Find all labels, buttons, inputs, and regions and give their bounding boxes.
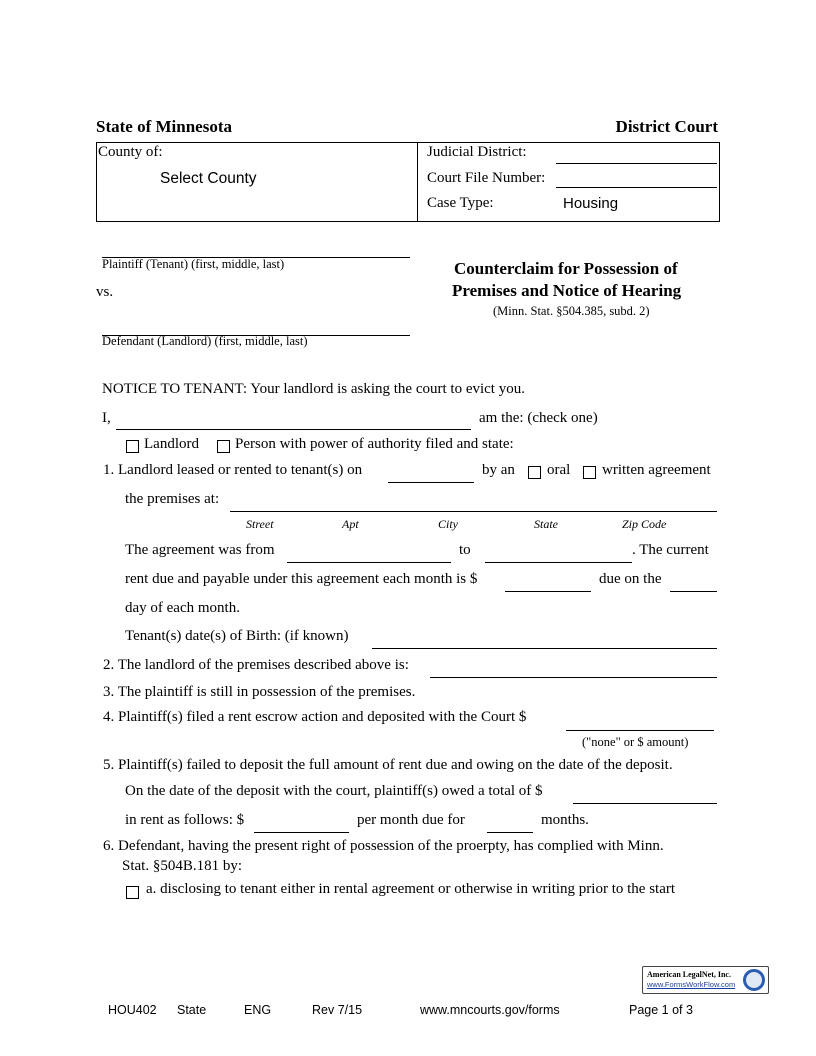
address-city-caption: City (438, 517, 458, 531)
months-count-field[interactable] (487, 813, 533, 833)
agreement-end-field[interactable] (485, 543, 632, 563)
item3-text: 3. The plaintiff is still in possession of the premises. (103, 684, 416, 700)
disclosure-checkbox[interactable] (126, 886, 139, 899)
due-on-label: due on the (599, 571, 662, 587)
county-label: County of: (98, 144, 163, 160)
footer-website[interactable]: www.mncourts.gov/forms (420, 1003, 560, 1017)
versus-label: vs. (96, 284, 114, 300)
case-box-divider (417, 142, 418, 222)
by-an-label: by an (482, 462, 515, 478)
premises-at-label: the premises at: (125, 491, 220, 507)
i-label: I, (102, 410, 111, 426)
footer-page-number: Page 1 of 3 (629, 1003, 693, 1017)
item5-text: 5. Plaintiff(s) failed to deposit the full amount of rent due and owing on the date of the deposit. (103, 757, 673, 773)
rent-per-month-field[interactable] (254, 813, 349, 833)
case-type-value: Housing (563, 195, 619, 212)
person-with-authority-label: Person with power of authority filed and state: (235, 436, 514, 452)
landlord-name-field[interactable] (430, 658, 717, 678)
court-heading: District Court (615, 117, 718, 136)
court-file-number-label: Court File Number: (427, 170, 546, 186)
current-label: . The current (632, 542, 709, 558)
landlord-option-label: Landlord (144, 436, 199, 452)
case-type-label: Case Type: (427, 195, 494, 211)
defendant-label: Defendant (Landlord) (first, middle, last) (102, 334, 308, 348)
footer-language: ENG (244, 1003, 272, 1017)
footer-jurisdiction: State (177, 1003, 207, 1017)
county-select[interactable]: Select County (160, 170, 257, 187)
item4-text: 4. Plaintiff(s) filed a rent escrow action and deposited with the Court $ (103, 709, 527, 725)
rent-due-label: rent due and payable under this agreement each month is $ (125, 571, 478, 587)
logo-url[interactable]: www.FormsWorkFlow.com (647, 980, 736, 989)
written-agreement-label: written agreement (602, 462, 711, 478)
months-label: months. (541, 812, 589, 828)
tenant-dob-field[interactable] (372, 629, 717, 649)
item5-owed-label: On the date of the deposit with the court, plaintiff(s) owed a total of $ (125, 783, 543, 799)
address-zip-caption: Zip Code (622, 517, 667, 531)
court-file-number-field[interactable] (556, 168, 717, 188)
oral-label: oral (547, 462, 571, 478)
premises-address-field[interactable] (230, 492, 717, 512)
rent-due-day-field[interactable] (670, 572, 717, 592)
written-agreement-checkbox[interactable] (583, 466, 596, 479)
notice-to-tenant: NOTICE TO TENANT: Your landlord is asking the court to evict you. (102, 381, 525, 397)
agreement-from-label: The agreement was from (125, 542, 275, 558)
defendant-name-field[interactable] (102, 316, 410, 336)
address-apt-caption: Apt (342, 517, 359, 531)
item6-statute: Stat. §504B.181 by: (122, 858, 243, 874)
footer-form-code: HOU402 (108, 1003, 157, 1017)
tenant-dob-label: Tenant(s) date(s) of Birth: (if known) (125, 628, 349, 644)
address-state-caption: State (534, 517, 558, 531)
logo-company-name: American LegalNet, Inc. (647, 970, 731, 979)
per-month-label: per month due for (357, 812, 465, 828)
judicial-district-field[interactable] (556, 144, 717, 164)
declarant-name-field[interactable] (116, 410, 471, 430)
legalnet-logo (642, 966, 769, 994)
lease-date-field[interactable] (388, 463, 474, 483)
footer-revision: Rev 7/15 (312, 1003, 363, 1017)
item1-text: 1. Landlord leased or rented to tenant(s) on (103, 462, 363, 478)
monthly-rent-field[interactable] (505, 572, 591, 592)
item6-option-a: a. disclosing to tenant either in rental agreement or otherwise in writing prior to the start (146, 881, 676, 897)
address-street-caption: Street (246, 517, 274, 531)
item6-text: 6. Defendant, having the present right of possession of the proerpty, has complied with Minn. (103, 838, 664, 854)
rent-as-follows-label: in rent as follows: $ (125, 812, 245, 828)
total-owed-field[interactable] (573, 784, 717, 804)
oral-agreement-checkbox[interactable] (528, 466, 541, 479)
escrow-deposit-field[interactable] (566, 711, 714, 731)
logo-circle-icon (743, 969, 765, 991)
none-or-amount-caption: ("none" or $ amount) (582, 735, 689, 749)
plaintiff-label: Plaintiff (Tenant) (first, middle, last) (102, 257, 285, 271)
item2-text: 2. The landlord of the premises described above is: (103, 657, 409, 673)
agreement-to-label: to (459, 542, 471, 558)
state-heading: State of Minnesota (96, 117, 232, 136)
person-with-authority-checkbox[interactable] (217, 440, 230, 453)
day-of-month-label: day of each month. (125, 600, 240, 616)
landlord-checkbox[interactable] (126, 440, 139, 453)
am-the-label: am the: (check one) (479, 410, 598, 426)
agreement-start-field[interactable] (287, 543, 451, 563)
judicial-district-label: Judicial District: (427, 144, 527, 160)
form-title-line1: Counterclaim for Possession of (454, 259, 678, 278)
form-statute: (Minn. Stat. §504.385, subd. 2) (493, 304, 650, 318)
form-title-line2: Premises and Notice of Hearing (452, 281, 682, 300)
plaintiff-name-field[interactable] (102, 238, 410, 258)
